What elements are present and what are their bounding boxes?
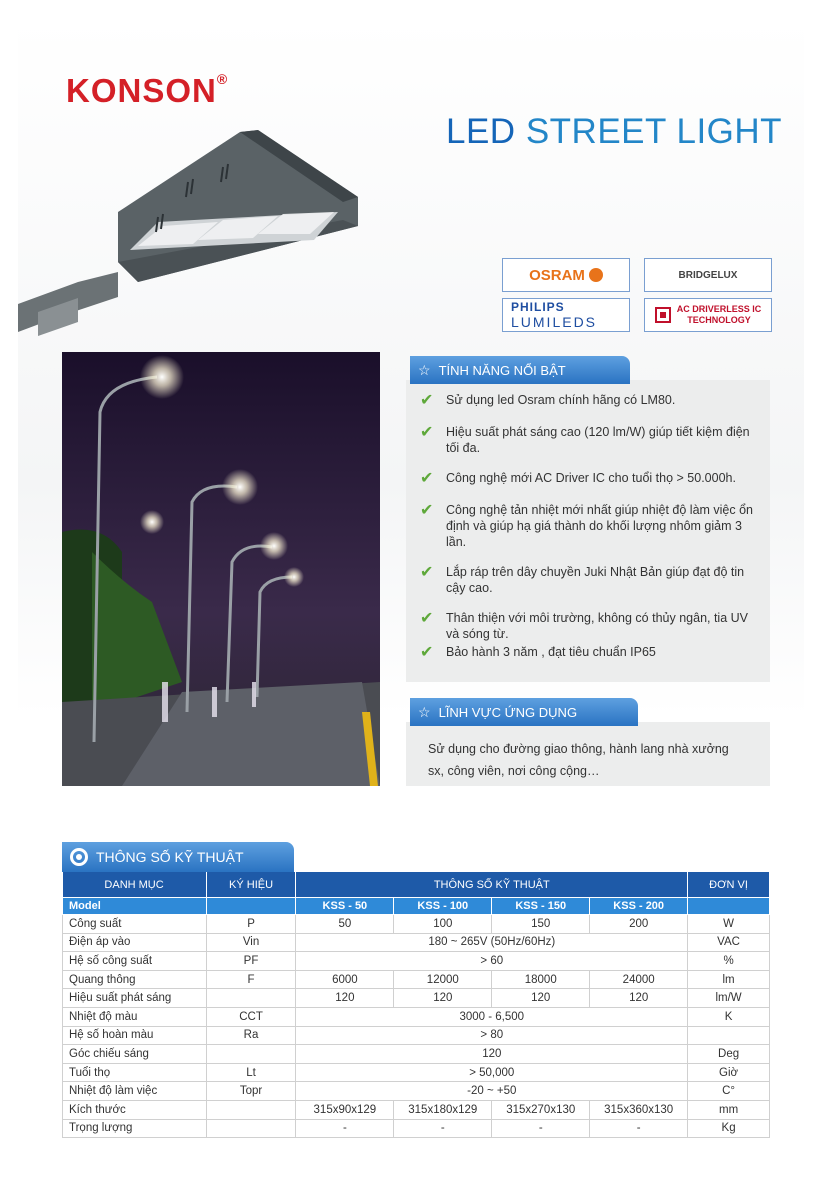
table-cell: Công suất — [63, 915, 207, 934]
table-row — [63, 1007, 770, 1026]
table-row — [63, 1119, 770, 1138]
table-row — [63, 1063, 770, 1082]
table-cell: Trọng lượng — [63, 1119, 207, 1138]
header-symbol: KÝ HIỆU — [206, 872, 296, 898]
checkmark-icon: ✔ — [420, 610, 434, 627]
brand-logo: KONSON® — [66, 71, 229, 109]
table-row — [63, 970, 770, 989]
feature-item: ✔ Bảo hành 3 năm , đạt tiêu chuẩn IP65 — [420, 644, 656, 661]
table-cell: F — [206, 970, 296, 989]
table-row — [63, 952, 770, 971]
table-cell — [206, 989, 296, 1008]
checkmark-icon: ✔ — [420, 644, 434, 661]
table-cell: > 80 — [296, 1026, 688, 1045]
street-night-photo — [62, 352, 380, 786]
table-cell: 100 — [394, 915, 492, 934]
bridgelux-badge: BRIDGELUX — [644, 258, 772, 292]
star-icon: ☆ — [418, 361, 431, 378]
table-cell: Nhiệt độ làm việc — [63, 1082, 207, 1101]
checkmark-icon: ✔ — [420, 564, 434, 581]
table-cell: C° — [688, 1082, 770, 1101]
table-cell: 18000 — [492, 970, 590, 989]
philips-lumileds-badge: PHILIPS LUMILEDS — [502, 298, 630, 332]
table-row — [63, 933, 770, 952]
star-icon: ☆ — [418, 703, 431, 720]
table-cell: 315x180x129 — [394, 1100, 492, 1119]
table-cell: % — [688, 952, 770, 971]
gear-icon — [70, 848, 88, 866]
table-cell: Quang thông — [63, 970, 207, 989]
table-cell: PF — [206, 952, 296, 971]
table-row — [63, 915, 770, 934]
application-text: Sử dụng cho đường giao thông, hành lang nhà xưởng sx, công viên, nơi công cộng… — [428, 742, 729, 778]
table-cell: Góc chiếu sáng — [63, 1045, 207, 1064]
table-cell: Hệ số hoàn màu — [63, 1026, 207, 1045]
table-cell: Điện áp vào — [63, 933, 207, 952]
header-specs: THÔNG SỐ KỸ THUẬT — [296, 872, 688, 898]
feature-item: ✔ Hiệu suất phát sáng cao (120 lm/W) giúp tiết kiệm điện tối đa. — [420, 424, 750, 455]
table-cell: 24000 — [590, 970, 688, 989]
table-cell: Lt — [206, 1063, 296, 1082]
table-cell: CCT — [206, 1007, 296, 1026]
table-cell: 200 — [590, 915, 688, 934]
product-title: LED STREET LIGHT — [446, 112, 783, 151]
table-cell: mm — [688, 1100, 770, 1119]
table-cell: - — [492, 1119, 590, 1138]
table-cell: lm — [688, 970, 770, 989]
table-cell: P — [206, 915, 296, 934]
table-row — [63, 1026, 770, 1045]
table-cell — [688, 1026, 770, 1045]
table-header-row — [63, 872, 770, 898]
table-cell: 120 — [394, 989, 492, 1008]
feature-item: ✔ Sử dụng led Osram chính hãng có LM80. — [420, 392, 676, 409]
table-row — [63, 1100, 770, 1119]
table-cell — [206, 1100, 296, 1119]
feature-item: ✔ Thân thiện với môi trường, không có thủy ngân, tia UV và sóng từ. — [420, 610, 749, 641]
table-cell: - — [296, 1119, 394, 1138]
table-cell: lm/W — [688, 989, 770, 1008]
chip-icon — [655, 307, 671, 323]
table-row — [63, 1082, 770, 1101]
table-cell: 315x90x129 — [296, 1100, 394, 1119]
table-cell: 180 ~ 265V (50Hz/60Hz) — [296, 933, 688, 952]
table-cell: - — [394, 1119, 492, 1138]
specs-heading: THÔNG SỐ KỸ THUẬT — [62, 842, 294, 872]
table-cell: Topr — [206, 1082, 296, 1101]
checkmark-icon: ✔ — [420, 392, 434, 409]
features-heading: ☆ TÍNH NĂNG NỔI BẬT — [410, 356, 630, 384]
table-cell: W — [688, 915, 770, 934]
table-cell — [206, 1045, 296, 1064]
table-cell: Ra — [206, 1026, 296, 1045]
table-cell: 120 — [590, 989, 688, 1008]
street-light-product-image — [18, 122, 358, 352]
feature-item: ✔ Công nghệ mới AC Driver IC cho tuổi thọ > 50.000h. — [420, 470, 736, 487]
table-cell: 3000 - 6,500 — [296, 1007, 688, 1026]
table-cell: 6000 — [296, 970, 394, 989]
table-cell: Kích thước — [63, 1100, 207, 1119]
header-category: DANH MỤC — [63, 872, 207, 898]
table-cell: 315x270x130 — [492, 1100, 590, 1119]
table-row — [63, 989, 770, 1008]
table-cell: Kg — [688, 1119, 770, 1138]
table-cell: Hệ số công suất — [63, 952, 207, 971]
osram-badge: OSRAM — [502, 258, 630, 292]
feature-item: ✔ Công nghệ tản nhiệt mới nhất giúp nhiệt độ làm việc ổn định và giúp hạ giá thành do khối lượng nhôm giảm 3 lần. — [420, 502, 754, 549]
features-list — [420, 392, 760, 676]
model-row: Model KSS - 50 KSS - 100 KSS - 150 KSS - 200 — [63, 898, 770, 915]
table-cell: 120 — [296, 989, 394, 1008]
specs-table — [62, 872, 770, 1138]
table-cell: 12000 — [394, 970, 492, 989]
ac-driverless-badge: AC DRIVERLESS IC TECHNOLOGY — [644, 298, 772, 332]
table-cell: K — [688, 1007, 770, 1026]
table-cell: Vin — [206, 933, 296, 952]
table-cell: > 50,000 — [296, 1063, 688, 1082]
checkmark-icon: ✔ — [420, 470, 434, 487]
checkmark-icon: ✔ — [420, 424, 434, 441]
table-cell: VAC — [688, 933, 770, 952]
table-row — [63, 1045, 770, 1064]
osram-logo-icon — [589, 268, 603, 282]
table-cell: -20 ~ +50 — [296, 1082, 688, 1101]
table-cell: - — [590, 1119, 688, 1138]
table-cell: 50 — [296, 915, 394, 934]
table-cell: 120 — [492, 989, 590, 1008]
table-cell: 315x360x130 — [590, 1100, 688, 1119]
checkmark-icon: ✔ — [420, 502, 434, 519]
header-unit: ĐƠN VỊ — [688, 872, 770, 898]
table-cell: > 60 — [296, 952, 688, 971]
table-cell: Nhiệt độ màu — [63, 1007, 207, 1026]
feature-item: ✔ Lắp ráp trên dây chuyền Juki Nhật Bản giúp đạt độ tin cậy cao. — [420, 564, 745, 595]
table-cell: 150 — [492, 915, 590, 934]
table-cell: Deg — [688, 1045, 770, 1064]
application-heading: ☆ LĨNH VỰC ỨNG DỤNG — [410, 698, 638, 726]
table-cell — [206, 1119, 296, 1138]
table-cell: Hiệu suất phát sáng — [63, 989, 207, 1008]
table-cell: Giờ — [688, 1063, 770, 1082]
table-cell: 120 — [296, 1045, 688, 1064]
table-cell: Tuổi thọ — [63, 1063, 207, 1082]
